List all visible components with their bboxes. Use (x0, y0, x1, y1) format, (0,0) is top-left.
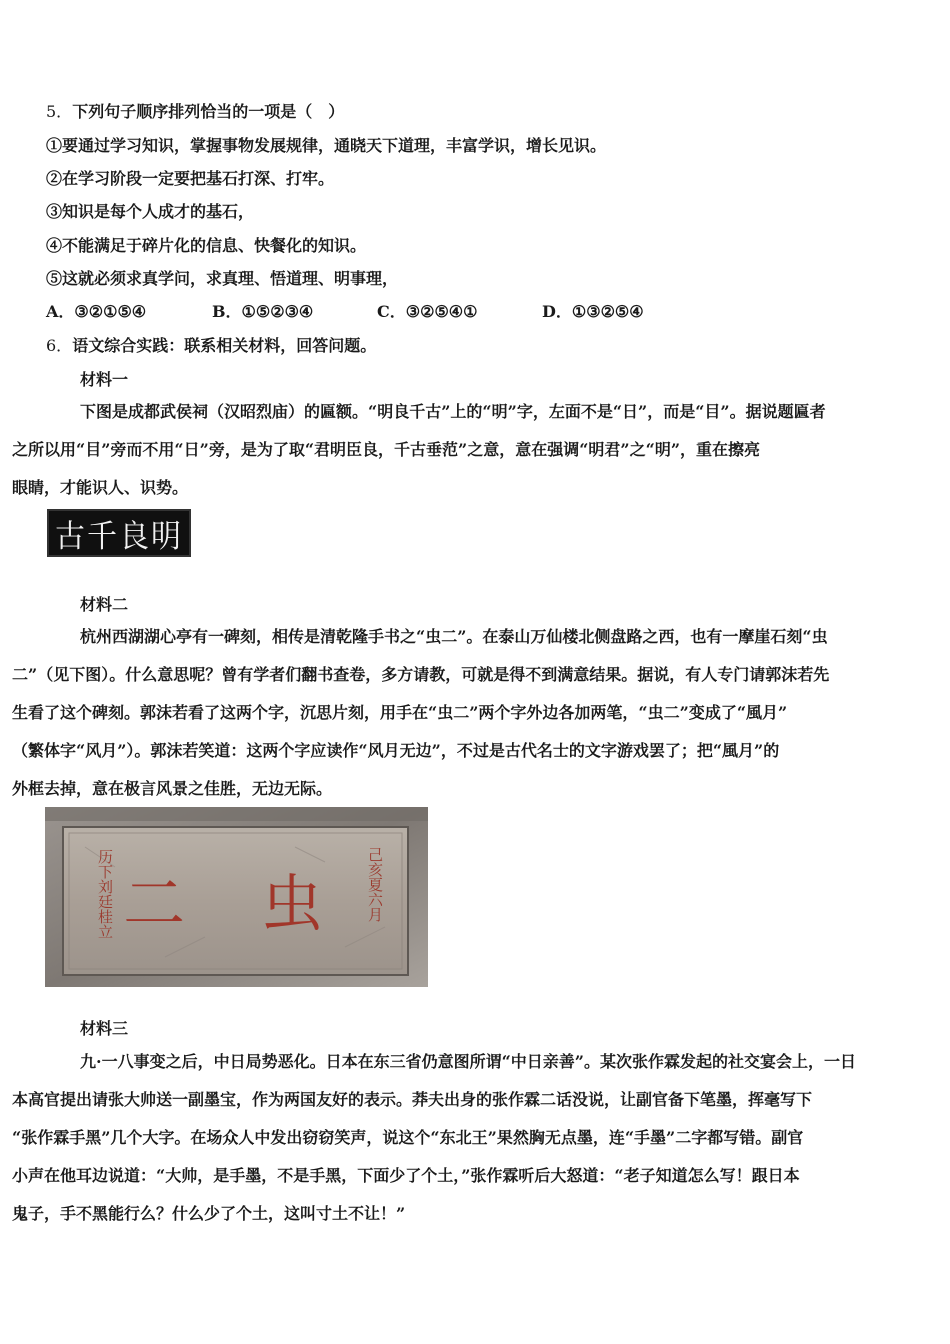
plaque-inscription: 古千良明 (55, 518, 183, 556)
paragraph-line: 杭州西湖湖心亭有一碑刻，相传是清乾隆手书之“虫二”。在泰山万仙楼北侧盘路之西，也有一摩崖石刻“虫 (80, 627, 828, 646)
paragraph-line: 之所以用“目”旁而不用“日”旁，是为了取“君明臣良，千古垂范”之意，意在强调“明君”之“明”，重在擦亮 (12, 440, 761, 459)
question-number: 5． (46, 102, 73, 121)
paragraph-line: “张作霖手黑”几个大字。在场众人中发出窃窃笑声，说这个“东北王”果然胸无点墨，连“手墨”二字都写错。副官 (12, 1128, 804, 1147)
option-b[interactable] (212, 302, 313, 322)
paragraph-line: 眼睛，才能识人、识势。 (12, 478, 189, 497)
option-text: ①③②⑤④ (571, 302, 644, 321)
paragraph-line: 小声在他耳边说道：“大帅，是手墨，不是手黑，下面少了个土，”张作霖听后大怒道：“老子知道怎么写！跟日本 (12, 1166, 800, 1185)
sentence-2: ②在学习阶段一定要把基石打深、打牢。 (46, 169, 335, 188)
stone-right-inscription: 己亥夏六月 (366, 847, 384, 922)
sentence-3: ③知识是每个人成才的基石， (46, 202, 255, 221)
sentence-5: ⑤这就必须求真学问，求真理、悟道理、明事理， (46, 269, 399, 288)
material-1-paragraph (12, 393, 906, 507)
stone-carving-drawing (45, 807, 428, 987)
option-letter: A． (46, 302, 75, 321)
paragraph-line: 外框去掉，意在极言风景之佳胜，无边无际。 (12, 779, 333, 798)
paragraph-line: 二”（见下图）。什么意思呢？曾有学者们翻书查卷，多方请教，可就是得不到满意结果。据说，有人专门请郭沫若先 (12, 665, 830, 684)
option-text: ③②①⑤④ (74, 302, 147, 321)
material-2-paragraph (12, 618, 906, 808)
paragraph-line: 本高官提出请张大帅送一副墨宝，作为两国友好的表示。莽夫出身的张作霖二话没说，让副官备下笔墨，挥毫写下 (12, 1090, 813, 1109)
paragraph-line: （繁体字“风月”）。郭沫若笑道：这两个字应读作“风月无边”，不过是古代名士的文字游戏罢了；把“風月”的 (12, 741, 780, 760)
option-c[interactable] (377, 302, 477, 322)
stone-carving-image (45, 807, 428, 987)
question-text: 语文综合实践：联系相关材料，回答问题。 (72, 336, 377, 355)
question-5-stem (46, 102, 344, 122)
material-2-heading: 材料二 (80, 595, 129, 614)
sentence-4: ④不能满足于碎片化的信息、快餐化的知识。 (46, 236, 367, 255)
option-d[interactable] (542, 302, 644, 322)
option-text: ①⑤②③④ (241, 302, 314, 321)
question-number: 6． (46, 336, 73, 355)
material-3-heading: 材料三 (80, 1019, 129, 1038)
material-1-heading: 材料一 (80, 370, 129, 389)
paragraph-line: 下图是成都武侯祠（汉昭烈庙）的匾额。“明良千古”上的“明”字，左面不是“日”，而是“目”。据说题匾者 (80, 402, 826, 421)
stone-left-inscription: 历下刘廷桂立 (96, 849, 114, 939)
plaque-image (47, 509, 191, 557)
paragraph-line: 鬼子，手不黑能行么？什么少了个土，这叫寸土不让！” (12, 1204, 406, 1223)
paragraph-line: 生看了这个碑刻。郭沫若看了这两个字，沉思片刻，用手在“虫二”两个字外边各加两笔，“虫二”变成了“風月” (12, 703, 788, 722)
question-6-stem (46, 336, 376, 356)
paragraph-line: 九·一八事变之后，中日局势恶化。日本在东三省仍意图所谓“中日亲善”。某次张作霖发起的社交宴会上，一日 (80, 1052, 856, 1071)
stone-main-inscription: 二 虫 (123, 867, 351, 940)
option-letter: D． (542, 302, 572, 321)
material-3-paragraph (12, 1043, 906, 1233)
option-text: ③②⑤④① (405, 302, 478, 321)
sentence-1: ①要通过学习知识，掌握事物发展规律，通晓天下道理，丰富学识，增长见识。 (46, 136, 607, 155)
option-letter: B． (212, 302, 242, 321)
option-a[interactable] (46, 302, 146, 322)
rock-top-edge (45, 807, 428, 821)
option-letter: C． (377, 302, 406, 321)
question-text: 下列句子顺序排列恰当的一项是（ ） (72, 102, 345, 121)
